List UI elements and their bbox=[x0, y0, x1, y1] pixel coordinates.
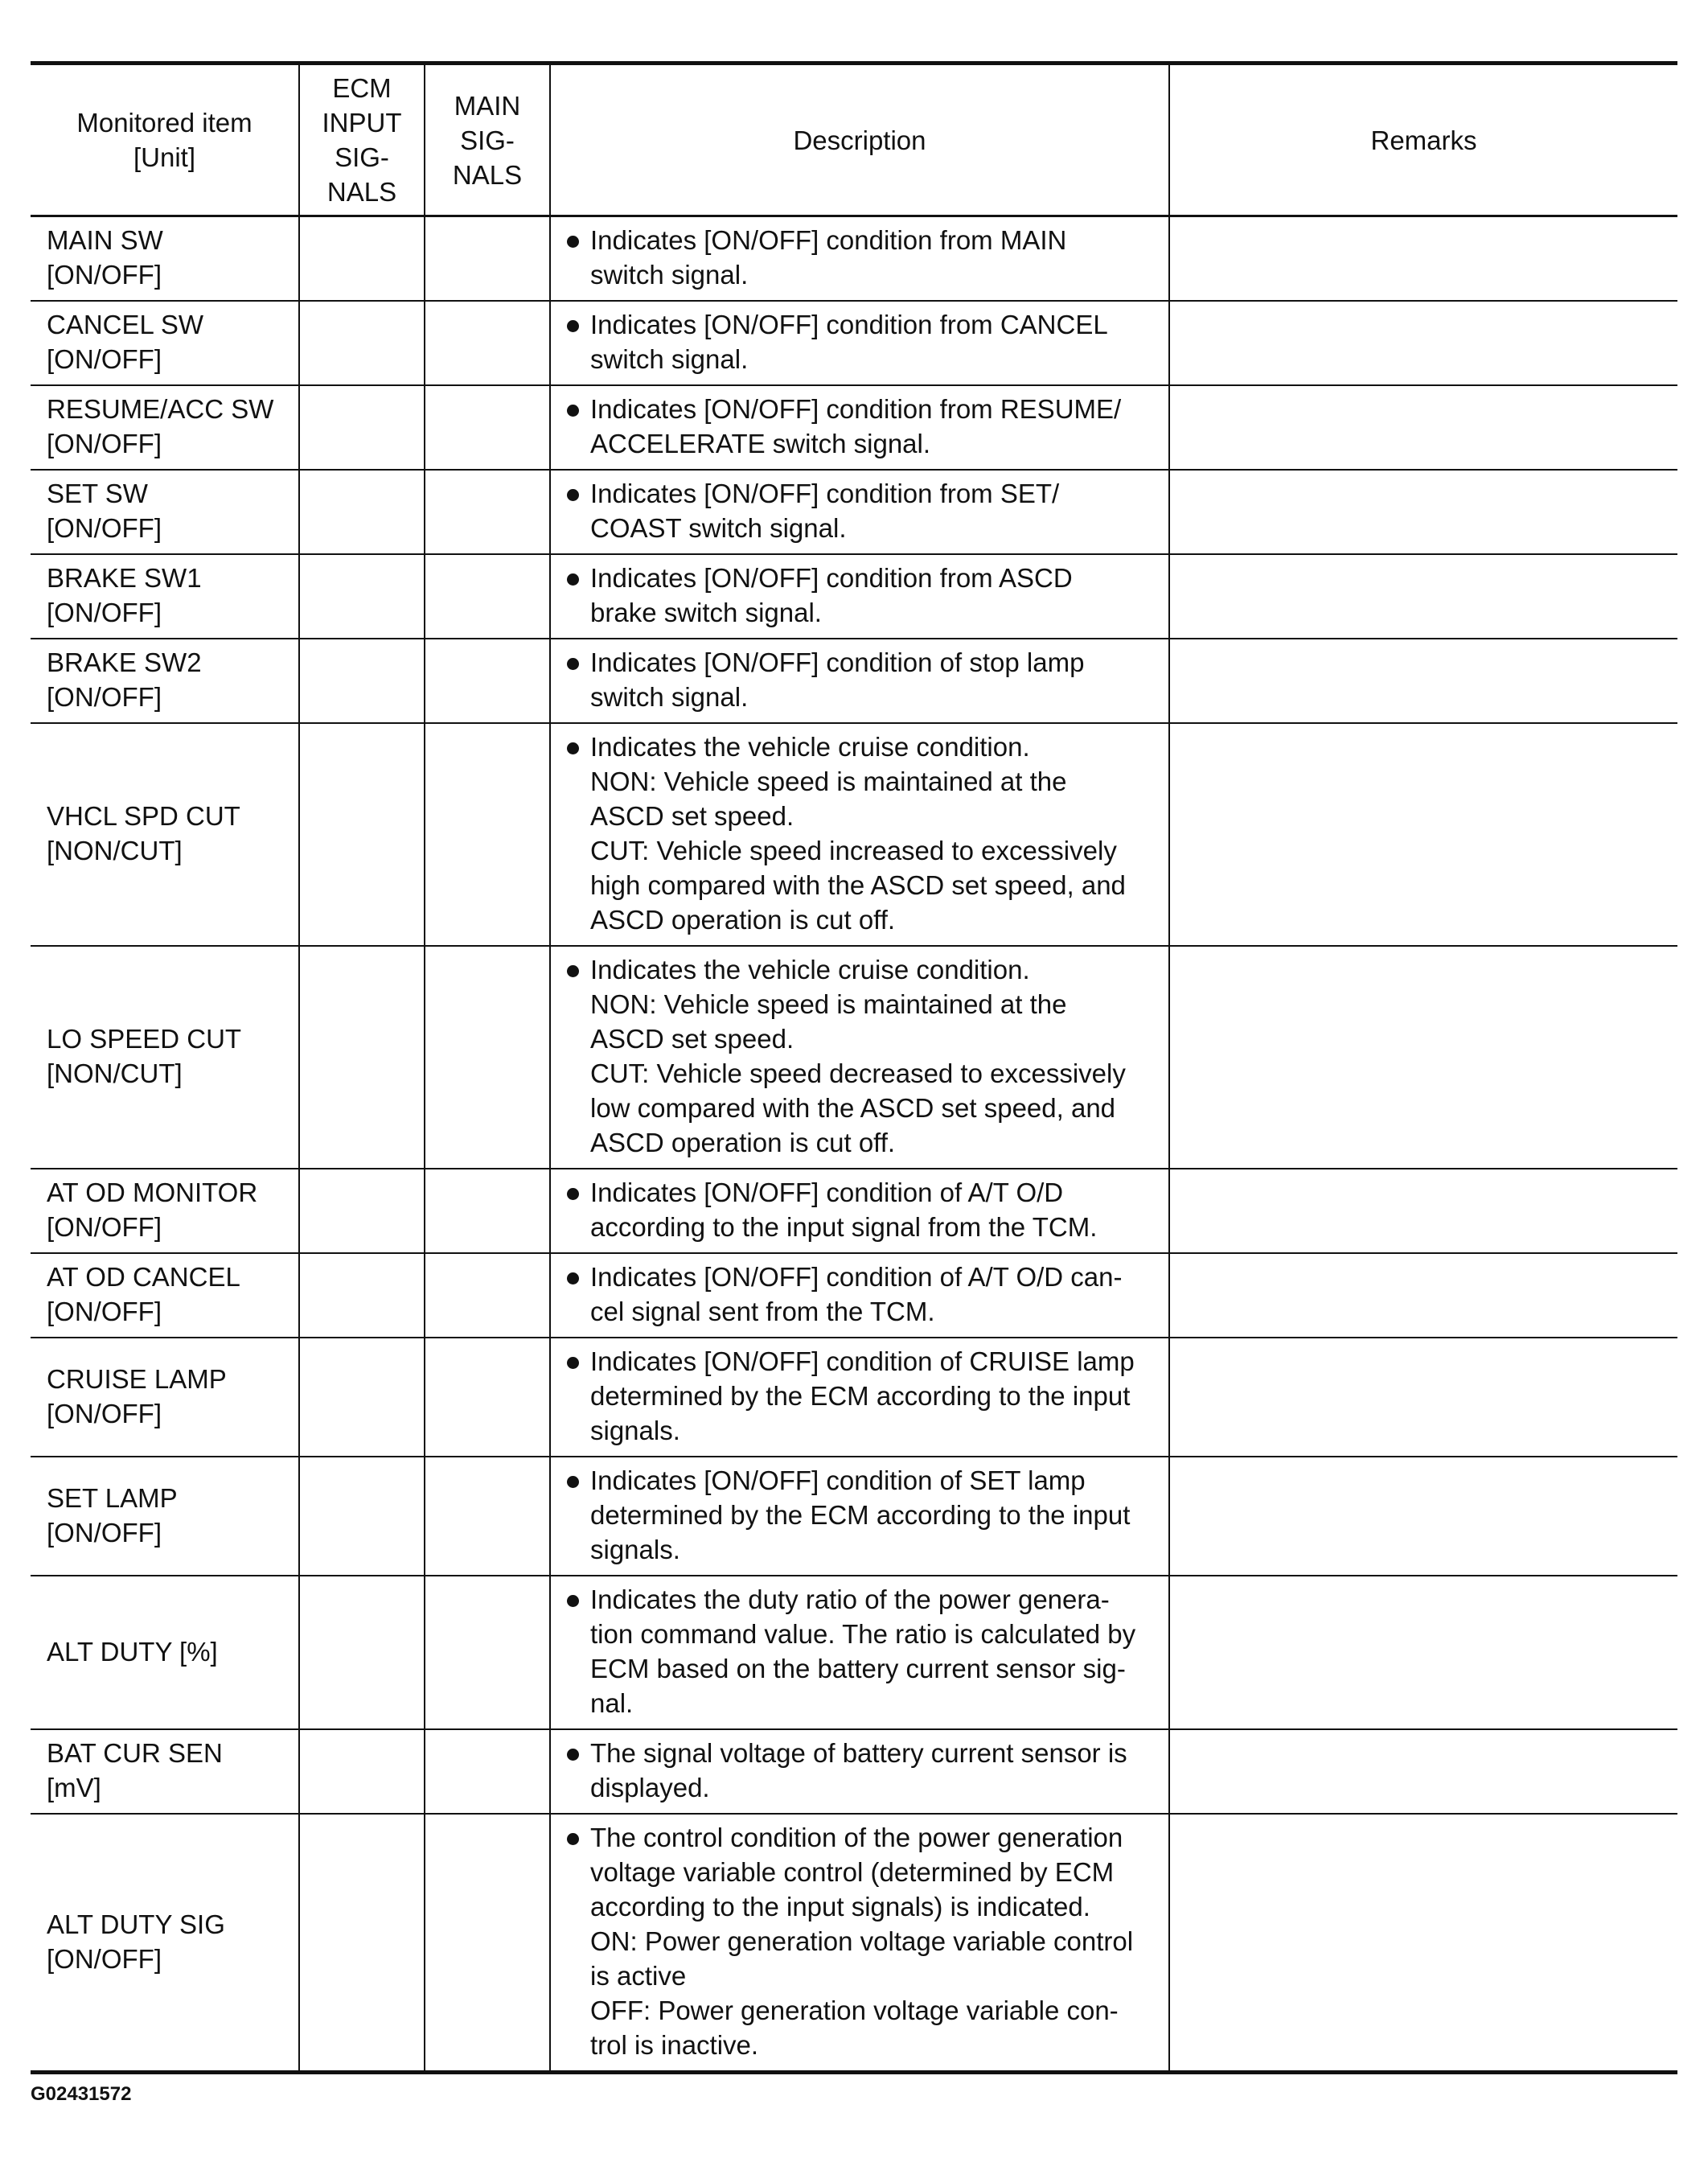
bullet-icon bbox=[567, 1749, 579, 1761]
bullet-icon bbox=[567, 405, 579, 417]
description-line: Indicates [ON/OFF] condition from ASCD bbox=[590, 563, 1073, 593]
description-line: according to the input signal from the TCM. bbox=[590, 1212, 1098, 1242]
remarks-cell bbox=[1169, 1457, 1677, 1576]
description-line: Indicates the vehicle cruise condition. bbox=[590, 955, 1030, 984]
ecm-input-signals-cell bbox=[299, 1814, 425, 2073]
description-text bbox=[590, 1344, 1156, 1448]
main-signals-cell bbox=[425, 1729, 550, 1814]
ecm-input-signals-cell bbox=[299, 554, 425, 639]
ecm-input-signals-cell bbox=[299, 1253, 425, 1338]
main-signals-cell bbox=[425, 723, 550, 946]
description-cell bbox=[550, 1338, 1169, 1457]
table-row bbox=[31, 301, 1677, 385]
table-row bbox=[31, 385, 1677, 470]
description-bullet-item bbox=[567, 476, 1156, 545]
remarks-cell bbox=[1169, 639, 1677, 723]
table-row bbox=[31, 1457, 1677, 1576]
remarks-cell bbox=[1169, 554, 1677, 639]
ecm-input-signals-cell bbox=[299, 723, 425, 946]
bullet-icon bbox=[567, 320, 579, 332]
header-monitored-item-line: [Unit] bbox=[133, 142, 196, 172]
description-line: signals. bbox=[590, 1535, 680, 1564]
description-bullet-item bbox=[567, 1260, 1156, 1329]
description-line: The signal voltage of battery current sensor is bbox=[590, 1738, 1127, 1768]
description-bullet-item bbox=[567, 392, 1156, 461]
header-main-signals bbox=[425, 64, 550, 216]
description-line: is active bbox=[590, 1961, 687, 1991]
description-bullet-item bbox=[567, 952, 1156, 1160]
description-bullet-item bbox=[567, 307, 1156, 376]
monitored-item-line: [ON/OFF] bbox=[47, 1943, 162, 1974]
ecm-input-signals-cell bbox=[299, 1576, 425, 1729]
description-line: ECM based on the battery current sensor sig- bbox=[590, 1654, 1126, 1683]
description-bullet-item bbox=[567, 1175, 1156, 1244]
description-line: Indicates [ON/OFF] condition from CANCEL bbox=[590, 310, 1108, 339]
description-cell bbox=[550, 301, 1169, 385]
main-signals-cell bbox=[425, 946, 550, 1169]
monitored-item-line: BRAKE SW1 bbox=[47, 563, 202, 593]
description-line: OFF: Power generation voltage variable con- bbox=[590, 1996, 1119, 2025]
description-text bbox=[590, 1260, 1156, 1329]
ecm-input-signals-cell bbox=[299, 1338, 425, 1457]
header-ecm-input-line: NALS bbox=[326, 177, 397, 207]
monitored-item-cell bbox=[31, 1814, 299, 2073]
description-bullet-item bbox=[567, 645, 1156, 714]
table-row bbox=[31, 723, 1677, 946]
bullet-icon bbox=[567, 1188, 579, 1200]
bullet-icon bbox=[567, 1476, 579, 1488]
description-line: high compared with the ASCD set speed, and bbox=[590, 870, 1126, 900]
monitored-item-line: ALT DUTY [%] bbox=[47, 1636, 218, 1667]
bullet-icon bbox=[567, 1272, 579, 1284]
main-signals-cell bbox=[425, 554, 550, 639]
description-line: signals. bbox=[590, 1416, 680, 1445]
bullet-icon bbox=[567, 573, 579, 586]
monitored-item-line: [NON/CUT] bbox=[47, 1058, 183, 1088]
table-row bbox=[31, 470, 1677, 554]
ecm-input-signals-cell bbox=[299, 385, 425, 470]
description-line: Indicates [ON/OFF] condition of CRUISE lamp bbox=[590, 1346, 1135, 1376]
remarks-cell bbox=[1169, 1253, 1677, 1338]
description-cell bbox=[550, 470, 1169, 554]
monitored-item-cell bbox=[31, 723, 299, 946]
description-line: Indicates the duty ratio of the power genera- bbox=[590, 1585, 1110, 1614]
description-cell bbox=[550, 1576, 1169, 1729]
description-line: voltage variable control (determined by ECM bbox=[590, 1857, 1115, 1887]
description-line: Indicates [ON/OFF] condition from MAIN bbox=[590, 225, 1067, 255]
description-text bbox=[590, 645, 1156, 714]
main-signals-cell bbox=[425, 470, 550, 554]
description-bullet-item bbox=[567, 1463, 1156, 1567]
header-description: Description bbox=[550, 64, 1169, 216]
description-line: tion command value. The ratio is calculated by bbox=[590, 1619, 1136, 1649]
monitored-item-line: AT OD MONITOR bbox=[47, 1178, 258, 1207]
description-line: NON: Vehicle speed is maintained at the bbox=[590, 989, 1067, 1019]
description-line: The control condition of the power generation bbox=[590, 1823, 1123, 1852]
main-signals-cell bbox=[425, 1169, 550, 1253]
monitored-item-cell bbox=[31, 1338, 299, 1457]
description-line: nal. bbox=[590, 1688, 634, 1718]
header-ecm-input-line: SIG- bbox=[335, 142, 389, 172]
bullet-icon bbox=[567, 742, 579, 754]
bullet-icon bbox=[567, 1595, 579, 1607]
ecm-input-signals-cell bbox=[299, 1169, 425, 1253]
description-cell bbox=[550, 723, 1169, 946]
ecm-input-signals-cell bbox=[299, 301, 425, 385]
description-line: ASCD set speed. bbox=[590, 1024, 794, 1054]
description-bullet-item bbox=[567, 1582, 1156, 1720]
main-signals-cell bbox=[425, 1457, 550, 1576]
table-row bbox=[31, 1169, 1677, 1253]
header-main-signals-line: SIG- bbox=[460, 125, 515, 155]
monitored-item-line: CANCEL SW bbox=[47, 310, 203, 339]
monitor-item-table bbox=[31, 61, 1677, 2074]
main-signals-cell bbox=[425, 385, 550, 470]
monitor-table-sheet bbox=[31, 61, 1677, 2074]
description-text bbox=[590, 1175, 1156, 1244]
description-bullet-item bbox=[567, 1736, 1156, 1805]
table-row bbox=[31, 946, 1677, 1169]
monitored-item-line: [ON/OFF] bbox=[47, 1398, 162, 1428]
table-header-row bbox=[31, 64, 1677, 216]
header-ecm-input-signals bbox=[299, 64, 425, 216]
bullet-icon bbox=[567, 1833, 579, 1845]
monitored-item-line: CRUISE LAMP bbox=[47, 1363, 227, 1394]
description-cell bbox=[550, 554, 1169, 639]
remarks-cell bbox=[1169, 385, 1677, 470]
monitored-item-cell bbox=[31, 1253, 299, 1338]
main-signals-cell bbox=[425, 301, 550, 385]
monitored-item-line: [mV] bbox=[47, 1773, 101, 1802]
description-line: ASCD operation is cut off. bbox=[590, 1128, 896, 1157]
bullet-icon bbox=[567, 236, 579, 248]
monitored-item-line: [ON/OFF] bbox=[47, 344, 162, 374]
header-monitored-item-line: Monitored item bbox=[76, 108, 253, 138]
description-line: Indicates [ON/OFF] condition from RESUME/ bbox=[590, 394, 1122, 424]
monitored-item-line: BAT CUR SEN bbox=[47, 1738, 223, 1768]
description-line: ACCELERATE switch signal. bbox=[590, 429, 931, 458]
table-body bbox=[31, 216, 1677, 2073]
monitored-item-cell bbox=[31, 639, 299, 723]
description-line: Indicates [ON/OFF] condition of SET lamp bbox=[590, 1465, 1086, 1495]
bullet-icon bbox=[567, 1357, 579, 1369]
monitored-item-line: RESUME/ACC SW bbox=[47, 394, 274, 424]
monitored-item-line: [ON/OFF] bbox=[47, 1212, 162, 1242]
description-text bbox=[590, 561, 1156, 630]
main-signals-cell bbox=[425, 639, 550, 723]
header-main-signals-line: MAIN bbox=[454, 90, 521, 121]
description-cell bbox=[550, 639, 1169, 723]
description-text bbox=[590, 392, 1156, 461]
description-cell bbox=[550, 946, 1169, 1169]
description-line: Indicates [ON/OFF] condition of stop lamp bbox=[590, 647, 1085, 677]
monitored-item-line: LO SPEED CUT bbox=[47, 1024, 242, 1054]
description-bullet-item bbox=[567, 730, 1156, 937]
monitored-item-line: BRAKE SW2 bbox=[47, 647, 202, 677]
description-line: ASCD operation is cut off. bbox=[590, 905, 896, 935]
table-row bbox=[31, 1576, 1677, 1729]
description-line: trol is inactive. bbox=[590, 2030, 759, 2060]
monitored-item-cell bbox=[31, 301, 299, 385]
monitored-item-cell bbox=[31, 1457, 299, 1576]
description-line: ASCD set speed. bbox=[590, 801, 794, 831]
description-line: Indicates [ON/OFF] condition of A/T O/D bbox=[590, 1178, 1064, 1207]
monitored-item-line: SET SW bbox=[47, 479, 148, 508]
description-line: according to the input signals) is indicated. bbox=[590, 1892, 1090, 1922]
description-text bbox=[590, 1582, 1156, 1720]
description-text bbox=[590, 307, 1156, 376]
main-signals-cell bbox=[425, 1338, 550, 1457]
description-bullet-item bbox=[567, 1820, 1156, 2062]
monitored-item-cell bbox=[31, 1576, 299, 1729]
description-line: Indicates [ON/OFF] condition from SET/ bbox=[590, 479, 1060, 508]
description-bullet-item bbox=[567, 223, 1156, 292]
monitored-item-line: AT OD CANCEL bbox=[47, 1262, 240, 1292]
monitored-item-cell bbox=[31, 470, 299, 554]
monitored-item-line: [ON/OFF] bbox=[47, 1517, 162, 1548]
description-line: switch signal. bbox=[590, 682, 749, 712]
remarks-cell bbox=[1169, 1338, 1677, 1457]
description-cell bbox=[550, 1814, 1169, 2073]
table-row bbox=[31, 639, 1677, 723]
description-cell bbox=[550, 1729, 1169, 1814]
description-line: switch signal. bbox=[590, 260, 749, 290]
main-signals-cell bbox=[425, 1576, 550, 1729]
description-cell bbox=[550, 1169, 1169, 1253]
ecm-input-signals-cell bbox=[299, 470, 425, 554]
header-ecm-input-line: ECM bbox=[332, 73, 392, 103]
table-row bbox=[31, 1338, 1677, 1457]
remarks-cell bbox=[1169, 1729, 1677, 1814]
description-line: brake switch signal. bbox=[590, 598, 822, 627]
description-text bbox=[590, 952, 1156, 1160]
main-signals-cell bbox=[425, 1814, 550, 2073]
monitored-item-line: [ON/OFF] bbox=[47, 513, 162, 543]
header-ecm-input-line: INPUT bbox=[322, 108, 402, 138]
description-line: CUT: Vehicle speed increased to excessively bbox=[590, 836, 1117, 865]
monitored-item-cell bbox=[31, 554, 299, 639]
description-line: cel signal sent from the TCM. bbox=[590, 1297, 935, 1326]
description-cell bbox=[550, 1253, 1169, 1338]
description-cell bbox=[550, 1457, 1169, 1576]
description-text bbox=[590, 476, 1156, 545]
remarks-cell bbox=[1169, 216, 1677, 302]
header-monitored-item bbox=[31, 64, 299, 216]
monitored-item-cell bbox=[31, 216, 299, 302]
ecm-input-signals-cell bbox=[299, 216, 425, 302]
remarks-cell bbox=[1169, 1169, 1677, 1253]
monitored-item-line: [ON/OFF] bbox=[47, 429, 162, 458]
description-line: NON: Vehicle speed is maintained at the bbox=[590, 767, 1067, 796]
table-row bbox=[31, 554, 1677, 639]
description-line: Indicates the vehicle cruise condition. bbox=[590, 732, 1030, 762]
table-row bbox=[31, 1729, 1677, 1814]
description-text bbox=[590, 730, 1156, 937]
remarks-cell bbox=[1169, 723, 1677, 946]
bullet-icon bbox=[567, 965, 579, 977]
table-row bbox=[31, 1253, 1677, 1338]
monitored-item-cell bbox=[31, 385, 299, 470]
monitored-item-line: [NON/CUT] bbox=[47, 836, 183, 865]
header-remarks: Remarks bbox=[1169, 64, 1677, 216]
monitored-item-line: [ON/OFF] bbox=[47, 260, 162, 290]
description-line: Indicates [ON/OFF] condition of A/T O/D can- bbox=[590, 1262, 1123, 1292]
header-main-signals-line: NALS bbox=[452, 159, 523, 190]
monitored-item-line: VHCL SPD CUT bbox=[47, 801, 240, 831]
description-line: switch signal. bbox=[590, 344, 749, 374]
monitored-item-cell bbox=[31, 1169, 299, 1253]
remarks-cell bbox=[1169, 946, 1677, 1169]
description-text bbox=[590, 223, 1156, 292]
description-line: determined by the ECM according to the input bbox=[590, 1500, 1131, 1530]
description-bullet-item bbox=[567, 561, 1156, 630]
description-line: low compared with the ASCD set speed, and bbox=[590, 1093, 1116, 1123]
description-text bbox=[590, 1820, 1156, 2062]
description-line: CUT: Vehicle speed decreased to excessively bbox=[590, 1058, 1126, 1088]
description-text bbox=[590, 1736, 1156, 1805]
remarks-cell bbox=[1169, 1576, 1677, 1729]
remarks-cell bbox=[1169, 301, 1677, 385]
remarks-cell bbox=[1169, 470, 1677, 554]
monitored-item-line: MAIN SW bbox=[47, 225, 163, 255]
description-line: COAST switch signal. bbox=[590, 513, 847, 543]
main-signals-cell bbox=[425, 216, 550, 302]
description-line: determined by the ECM according to the input bbox=[590, 1381, 1131, 1411]
ecm-input-signals-cell bbox=[299, 946, 425, 1169]
table-row bbox=[31, 216, 1677, 302]
monitored-item-line: [ON/OFF] bbox=[47, 1297, 162, 1326]
description-text bbox=[590, 1463, 1156, 1567]
bullet-icon bbox=[567, 489, 579, 501]
monitored-item-line: ALT DUTY SIG bbox=[47, 1909, 225, 1939]
main-signals-cell bbox=[425, 1253, 550, 1338]
monitored-item-cell bbox=[31, 946, 299, 1169]
ecm-input-signals-cell bbox=[299, 1457, 425, 1576]
monitored-item-cell bbox=[31, 1729, 299, 1814]
bullet-icon bbox=[567, 658, 579, 670]
description-line: ON: Power generation voltage variable control bbox=[590, 1926, 1134, 1956]
description-bullet-item bbox=[567, 1344, 1156, 1448]
remarks-cell bbox=[1169, 1814, 1677, 2073]
description-line: displayed. bbox=[590, 1773, 710, 1802]
figure-code: G02431572 bbox=[31, 2083, 132, 2105]
description-cell bbox=[550, 385, 1169, 470]
description-cell bbox=[550, 216, 1169, 302]
table-row bbox=[31, 1814, 1677, 2073]
monitored-item-line: [ON/OFF] bbox=[47, 598, 162, 627]
ecm-input-signals-cell bbox=[299, 1729, 425, 1814]
ecm-input-signals-cell bbox=[299, 639, 425, 723]
monitored-item-line: [ON/OFF] bbox=[47, 682, 162, 712]
monitored-item-line: SET LAMP bbox=[47, 1482, 178, 1513]
